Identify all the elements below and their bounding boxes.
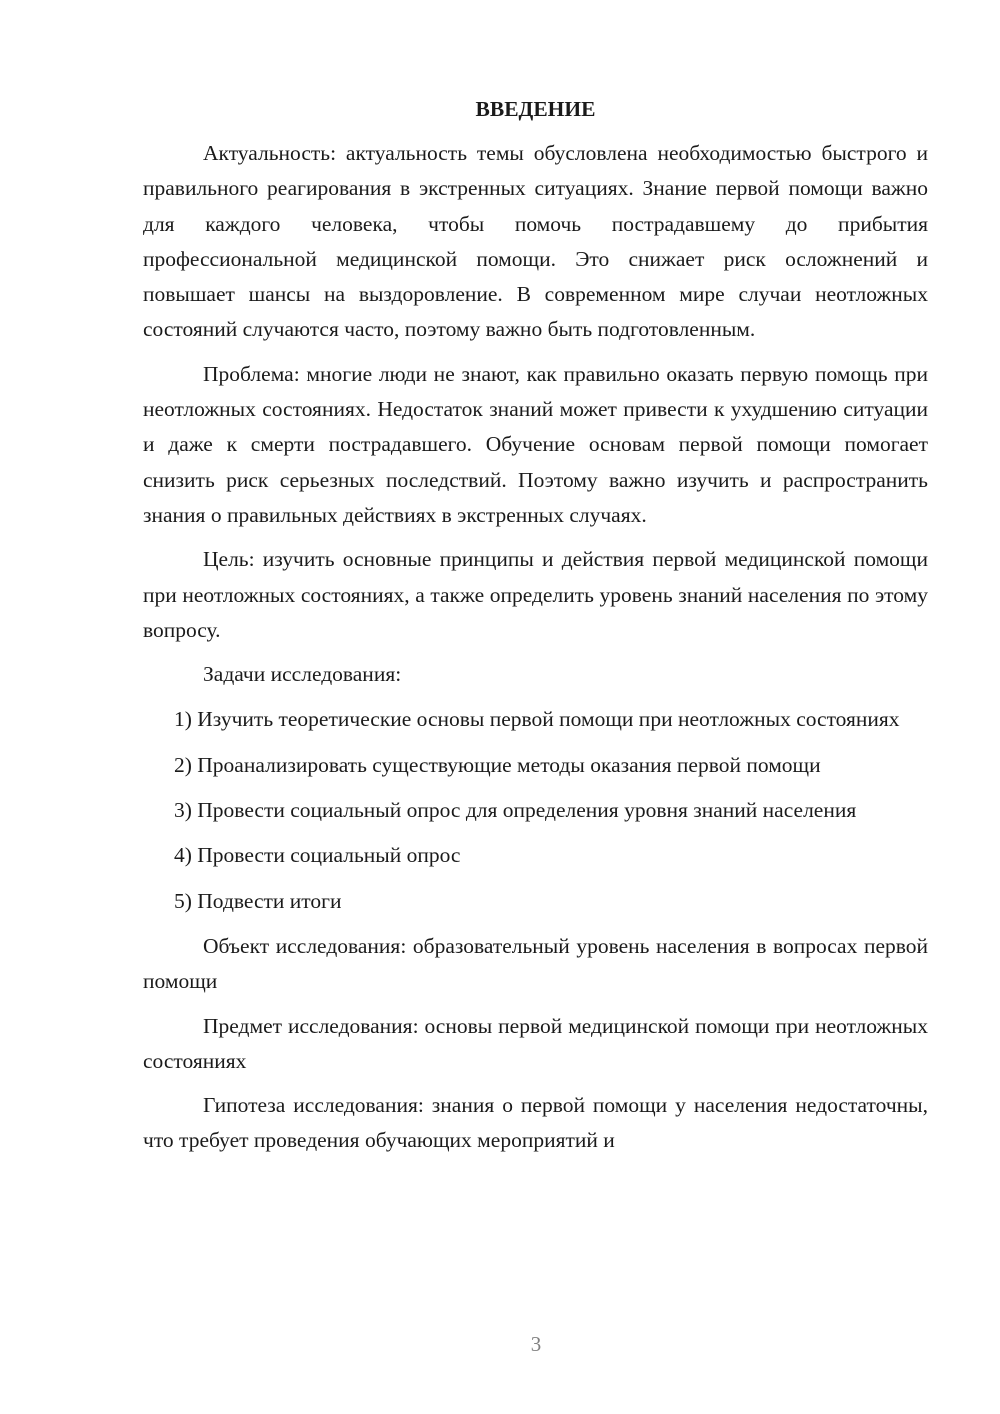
section-title: ВВЕДЕНИЕ [475, 97, 596, 121]
page-number: 3 [530, 1332, 542, 1356]
task-item-1: 1) Изучить теоретические основы первой помощи при неотложных состояниях [174, 707, 900, 732]
task-item-2: 2) Проанализировать существующие методы оказания первой помощи [174, 752, 821, 777]
page-content [143, 92, 928, 1168]
paragraph-hypothesis: Гипотеза исследования: знания о первой помощи у населения недостаточны, что требует проведения обучающих мероприятий и [143, 1093, 928, 1153]
tasks-heading: Задачи исследования: [203, 662, 402, 687]
paragraph-subject: Предмет исследования: основы первой медицинской помощи при неотложных состояниях [143, 1013, 928, 1073]
task-item-4: 4) Провести социальный опрос [174, 843, 461, 868]
paragraph-relevance: Актуальность: актуальность темы обусловлена необходимостью быстрого и правильного реагирования в экстренных ситуациях. Знание первой помощи важно для каждого человека, чтобы помочь пострадавшему до прибытия профессиональной медицинской помощи. Это снижает риск осложнений и повышает шансы на выздоровление. В современном мире случаи неотложных состояний случаются часто, поэтому важно быть подготовленным. [143, 141, 928, 342]
task-item-3: 3) Провести социальный опрос для определения уровня знаний населения [174, 798, 857, 823]
task-item-5: 5) Подвести итоги [174, 888, 342, 913]
paragraph-goal: Цель: изучить основные принципы и действия первой медицинской помощи при неотложных состояниях, а также определить уровень знаний населения по этому вопросу. [143, 547, 928, 642]
paragraph-object: Объект исследования: образовательный уровень населения в вопросах первой помощи [143, 933, 928, 994]
paragraph-problem: Проблема: многие люди не знают, как правильно оказать первую помощь при неотложных состояниях. Недостаток знаний может привести к ухудшению ситуации и даже к смерти пострадавшего. Обучение основам первой помощи помогает снизить риск серьезных последствий. Поэтому важно изучить и распространить знания о правильных действиях в экстренных случаях. [143, 361, 928, 527]
